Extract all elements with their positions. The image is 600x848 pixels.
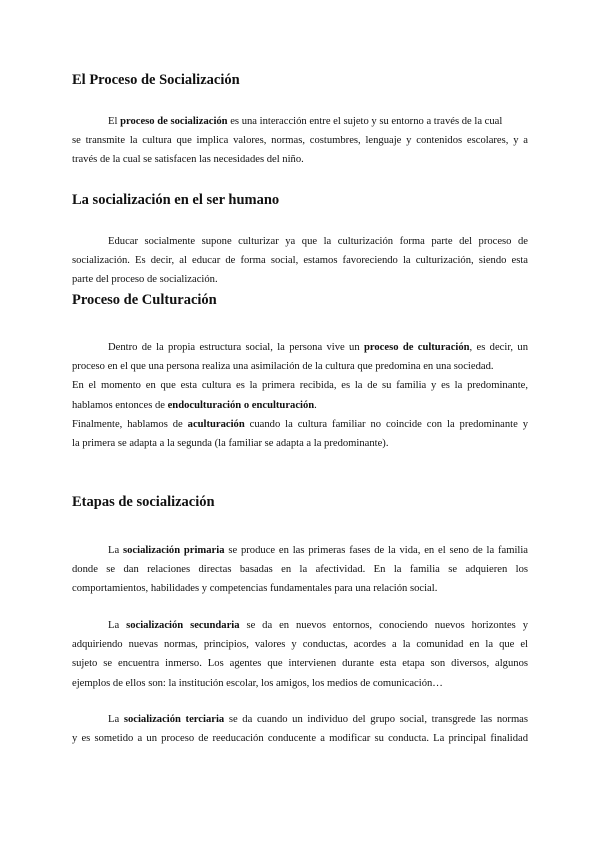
text-line: se transmite la cultura que implica valores, normas, costumbres, lenguaje y contenidos escolares, y a: [72, 135, 528, 147]
text-line: sujeto se encuentra inmerso. Los agentes que intervienen durante esta etapa son diversos, algunos: [72, 658, 528, 670]
paragraph-socializacion-secundaria: [72, 616, 528, 693]
text-line: En el momento en que esta cultura es la primera recibida, es la de su familia y es la predominante,: [72, 380, 528, 392]
paragraph-socializacion: [72, 112, 528, 170]
text-line: Educar socialmente supone culturizar ya que la culturización forma parte del proceso de: [108, 236, 528, 247]
paragraph-socializacion-terciaria: [72, 710, 528, 748]
text-line: parte del proceso de socialización.: [72, 274, 218, 286]
heading-socializacion-ser-humano: La socialización en el ser humano: [72, 192, 280, 208]
text-line: través de la cual se satisfacen las necesidades del niño.: [72, 154, 304, 166]
heading-etapas-socializacion: Etapas de socialización: [72, 494, 215, 510]
text-line: El proceso de socialización es una interacción entre el sujeto y su entorno a través de la cual: [108, 116, 503, 127]
text-line: La socialización primaria se produce en las primeras fases de la vida, en el seno de la familia: [108, 545, 528, 556]
paragraph-culturacion: [72, 338, 528, 453]
text-line: proceso en el que una persona realiza una asimilación de la cultura que predomina en una sociedad.: [72, 361, 494, 373]
text-line: ejemplos de ellos son: la institución escolar, los amigos, los medios de comunicación…: [72, 677, 443, 689]
text-line: y es sometido a un proceso de reeducación conducente a modificar su conducta. La principal finalidad: [72, 733, 528, 745]
paragraph-socializacion-primaria: [72, 541, 528, 599]
text-line: Dentro de la propia estructura social, la persona vive un proceso de culturación, es decir, un: [108, 342, 528, 353]
text-line: La socialización terciaria se da cuando un individuo del grupo social, transgrede las normas: [108, 714, 529, 725]
text-line: socialización. Es decir, al educar de forma social, estamos favoreciendo la culturización, siendo esta: [72, 255, 528, 267]
heading-proceso-culturacion: Proceso de Culturación: [72, 292, 217, 308]
text-line: Finalmente, hablamos de aculturación cuando la cultura familiar no coincide con la predominante y: [72, 418, 529, 430]
paragraph-ser-humano: [72, 232, 528, 290]
text-line: comportamientos, habilidades y competencias fundamentales para una relación social.: [72, 583, 438, 595]
text-line: adquiriendo nuevas normas, principios, valores y conductas, acordes a la comunidad en la que el: [72, 639, 528, 651]
text-line: donde se dan relaciones directas basadas en la afectividad. En la familia se adquieren los: [72, 564, 528, 576]
text-line: hablamos entonces de endoculturación o enculturación.: [72, 399, 317, 411]
heading-proceso-socializacion: El Proceso de Socialización: [72, 72, 240, 88]
text-line: La socialización secundaria se da en nuevos entornos, conociendo nuevos horizontes y: [108, 620, 528, 631]
text-line: la primera se adapta a la segunda (la familiar se adapta a la predominante).: [72, 438, 389, 450]
